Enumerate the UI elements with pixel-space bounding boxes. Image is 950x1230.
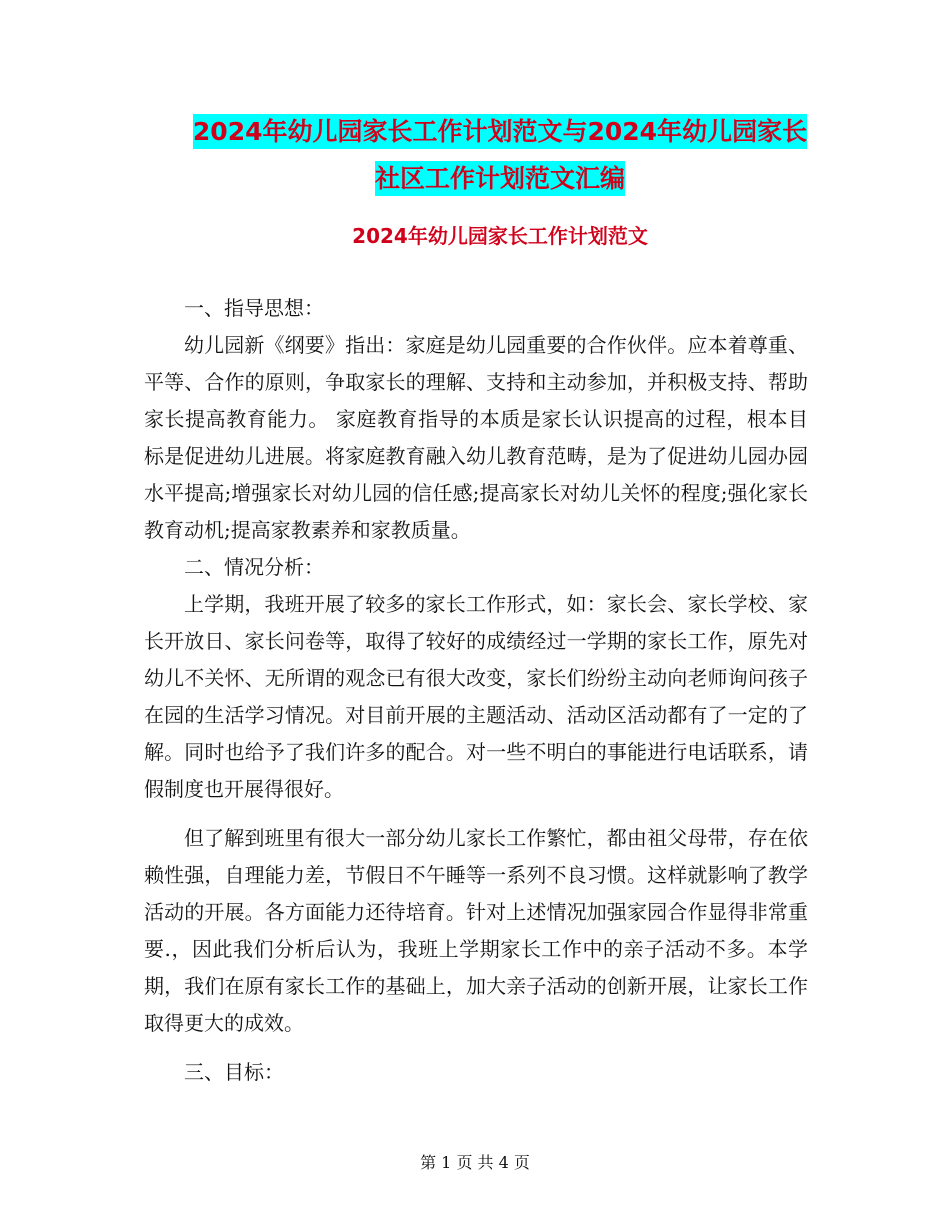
section-title: 2024年幼儿园家长工作计划范文 xyxy=(352,224,648,248)
heading-guiding-ideology: 一、指导思想： xyxy=(184,296,324,320)
paragraph-guiding-ideology: 幼儿园新《纲要》指出：家庭是幼儿园重要的合作伙伴。应本着尊重、平等、合作的原则，争取家长的理解、支持和主动参加，并积极支持、帮助家长提高教育能力。 家庭教育指导的本质是家长认识提高的过程，根本目标是促进幼儿进展。将家庭教育融入幼儿教育范畴，是为了促进幼儿园办园水平提高;增强家长对幼儿园的信任感;提高家长对幼儿关怀的程度;强化家长教育动机;提高家教素养和家教质量。 xyxy=(144,333,808,542)
paragraph-situation-analysis-1: 上学期，我班开展了较多的家长工作形式，如：家长会、家长学校、家长开放日、家长问卷等，取得了较好的成绩经过一学期的家长工作，原先对幼儿不关怀、无所谓的观念已有很大改变，家长们纷纷主动向老师询问孩子在园的生活学习情况。对目前开展的主题活动、活动区活动都有了一定的了解。同时也给予了我们许多的配合。对一些不明白的事能进行电话联系，请假制度也开展得很好。 xyxy=(144,592,808,801)
document-title-line-1: 2024年幼儿园家长工作计划范文与2024年幼儿园家长 xyxy=(193,114,807,149)
document-title-line-2: 社区工作计划范文汇编 xyxy=(375,161,625,196)
page-footer: 第 1 页 共 4 页 xyxy=(420,1153,530,1172)
document-title xyxy=(140,108,860,202)
heading-situation-analysis: 二、情况分析： xyxy=(184,555,324,579)
heading-goals: 三、目标： xyxy=(184,1060,284,1084)
document-body xyxy=(144,290,808,1091)
paragraph-situation-analysis-2: 但了解到班里有很大一部分幼儿家长工作繁忙，都由祖父母带，存在依赖性强，自理能力差，节假日不午睡等一系列不良习惯。这样就影响了教学活动的开展。各方面能力还待培育。针对上述情况加强家园合作显得非常重要.，因此我们分析后认为，我班上学期家长工作中的亲子活动不多。本学期，我们在原有家长工作的基础上，加大亲子活动的创新开展，让家长工作取得更大的成效。 xyxy=(144,826,808,1035)
